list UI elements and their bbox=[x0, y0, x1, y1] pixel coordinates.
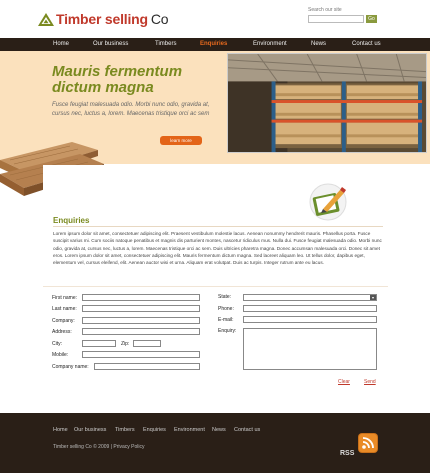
phone-field[interactable] bbox=[243, 305, 377, 312]
clear-link[interactable]: Clear bbox=[338, 379, 350, 385]
email-field[interactable] bbox=[243, 316, 377, 323]
rss-icon[interactable] bbox=[359, 434, 377, 452]
rss-label[interactable]: RSS bbox=[340, 450, 355, 457]
mobile-field[interactable] bbox=[82, 351, 200, 358]
search-box bbox=[308, 7, 380, 23]
enquiries-paragraph: Lorem ipsum dolor sit amet, consectetuer adipiscing elit. Praesent vestibulum molestie lacus. Aenean nonummy hendrerit mauris. Phasellus porta. Fusce suscipit varius mi. Cum sociis natoque penatibus et magnis dis parturient montes, nascetur ridiculus mus. Nulla dui. Fusce feugiat malesuada odio. Morbi nunc odio, gravida at, cursus nec, luctus a, lorem. Maecenas tristique orci ac sem. Duis ultricies pharetra magna. Donec accumsan malesuada orci. Donec sit amet eros. Lorem ipsum dolor sit amet, consectetuer adipiscing elit. Mauris fermentum dictum magna. Sed laoreet aliquam leo. Ut tellus dolor, dapibus eget, elementum vel, cursus eleifend, elit. Aenean auctor wisi et urna. Aliquam erat volutpat. Duis ac turpis. Integer rutrum ante eu lacus. bbox=[53, 231, 382, 266]
email-label: E-mail: bbox=[218, 317, 234, 323]
zip-label: Zip: bbox=[121, 341, 130, 347]
footer-link-our-business[interactable]: Our business bbox=[74, 427, 107, 433]
city-field[interactable] bbox=[82, 340, 116, 347]
state-select[interactable] bbox=[243, 294, 377, 301]
enquiry-textarea[interactable] bbox=[243, 328, 377, 370]
warehouse-photo bbox=[227, 53, 427, 153]
logo-text bbox=[56, 11, 168, 27]
nav-item-timbers[interactable]: Timbers bbox=[155, 41, 177, 47]
logo-co-text: Co bbox=[150, 11, 169, 27]
logo-triangle-icon bbox=[38, 13, 54, 26]
nav-item-news[interactable]: News bbox=[311, 41, 327, 47]
privacy-policy-link[interactable]: Privacy Policy bbox=[113, 444, 145, 450]
company-field[interactable] bbox=[82, 317, 200, 324]
nav-item-environment[interactable]: Environment bbox=[253, 41, 287, 47]
first-name-label: First name: bbox=[52, 295, 78, 301]
send-link[interactable]: Send bbox=[364, 379, 376, 385]
city-label: City: bbox=[52, 341, 62, 347]
company-label: Company: bbox=[52, 318, 75, 324]
footer-link-environment[interactable]: Environment bbox=[174, 427, 205, 433]
first-name-field[interactable] bbox=[82, 294, 200, 301]
last-name-field[interactable] bbox=[82, 305, 200, 312]
copyright-text: Timber selling Co © 2009 bbox=[53, 444, 110, 450]
phone-label: Phone: bbox=[218, 306, 234, 312]
enquiry-label: Enquiry: bbox=[218, 328, 237, 334]
mobile-label: Mobile: bbox=[52, 352, 69, 358]
footer-link-news[interactable]: News bbox=[212, 427, 226, 433]
chevron-down-icon: ▾ bbox=[371, 295, 374, 300]
nav-item-home[interactable]: Home bbox=[53, 41, 70, 47]
pencil-notepad-icon bbox=[307, 181, 349, 221]
footer-link-contact-us[interactable]: Contact us bbox=[234, 427, 261, 433]
header bbox=[0, 0, 430, 38]
state-label: State: bbox=[218, 294, 232, 300]
address-field[interactable] bbox=[82, 328, 200, 335]
company-name-label: Company name: bbox=[52, 364, 89, 370]
hero-title: Mauris fermentum dictum magna bbox=[52, 63, 183, 96]
nav-item-contact-us[interactable]: Contact us bbox=[352, 41, 381, 47]
search-input[interactable] bbox=[308, 15, 364, 23]
last-name-label: Last name: bbox=[52, 306, 77, 312]
hero-text: Fusce feugiat malesuada odio. Morbi nunc odio, gravida at, cursus nec, luctus a, lorem. Maecenas tristique orci ac sem bbox=[52, 102, 210, 117]
logo-main-text: Timber selling bbox=[56, 11, 148, 27]
nav-item-our-business[interactable]: Our business bbox=[93, 41, 129, 47]
logo[interactable] bbox=[38, 11, 168, 27]
footer-link-enquiries[interactable]: Enquiries bbox=[143, 427, 166, 433]
address-label: Address: bbox=[52, 329, 72, 335]
zip-field[interactable] bbox=[133, 340, 161, 347]
main-nav bbox=[0, 38, 430, 51]
footer-link-home[interactable]: Home bbox=[53, 427, 68, 433]
footer-link-timbers[interactable]: Timbers bbox=[115, 427, 135, 433]
company-name-field[interactable] bbox=[94, 363, 200, 370]
enquiry-form bbox=[43, 286, 388, 390]
search-button[interactable]: Go bbox=[366, 15, 377, 23]
learn-more-button[interactable]: learn more bbox=[160, 136, 202, 145]
search-label: Search our site bbox=[308, 7, 342, 13]
title-divider bbox=[53, 226, 383, 227]
copyright-line: Timber selling Co © 2009 | Privacy Policy bbox=[53, 444, 145, 450]
enquiries-title: Enquiries bbox=[53, 216, 90, 225]
nav-item-enquiries[interactable]: Enquiries bbox=[200, 41, 228, 47]
